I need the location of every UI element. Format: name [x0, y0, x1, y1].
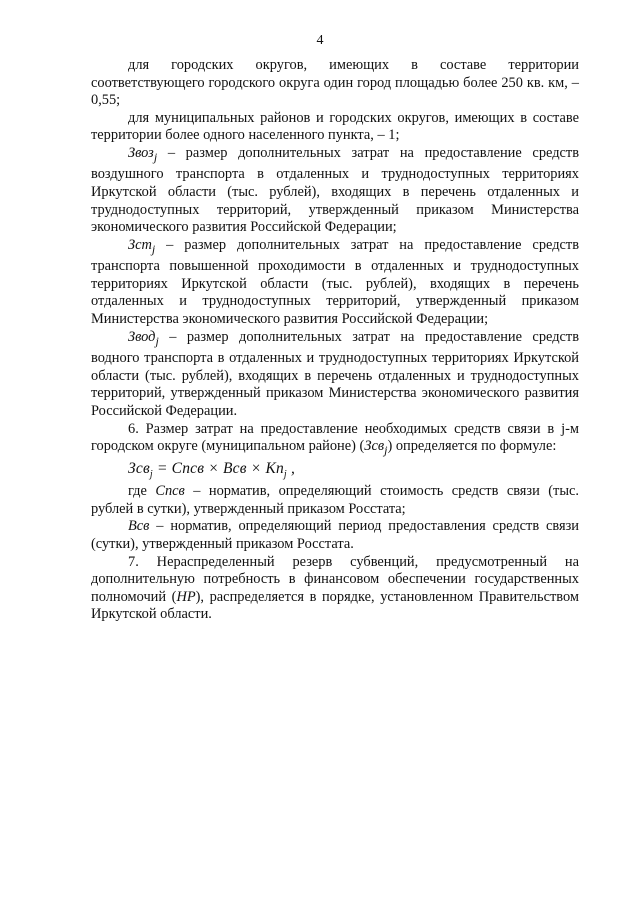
- paragraph-urban-coefficient: для городских округов, имеющих в составе территории соответствующего городского округа один город площадью более 250 кв. км, – 0,55;: [91, 57, 579, 109]
- formula-end: ,: [286, 459, 296, 477]
- formula: [91, 460, 579, 484]
- formula-rhs: = Спсв × Всв × Кп: [152, 459, 284, 477]
- paragraph-where-spsv: [91, 483, 579, 518]
- paragraph-text: – размер дополнительных затрат на предоставление средств водного транспорта в отдаленных и труднодоступных территориях Иркутской области (тыс. рублей), входящих в перечень отдаленных и труднодоступных территорий, утвержденный приказом Министерства экономического развития Российской Федерации.: [91, 328, 579, 419]
- formula-lhs: Зсв: [128, 459, 150, 477]
- page-number: 4: [316, 33, 324, 48]
- symbol-zst: Зст: [128, 236, 152, 253]
- subscript-j: j: [155, 333, 159, 348]
- document-body: [91, 57, 579, 624]
- paragraph-text: 6. Размер затрат на предоставление необходимых средств связи в j-м городском округе (муниципальном районе) (: [91, 420, 579, 455]
- paragraph-text: ), распределяется в порядке, установленном Правительством Иркутской области.: [91, 588, 579, 623]
- paragraph-text: – норматив, определяющий период предоставления средств связи (сутки), утвержденный приказом Росстата.: [91, 518, 579, 553]
- symbol-zsv: Зсв: [364, 438, 385, 455]
- paragraph-text: – размер дополнительных затрат на предоставление средств воздушного транспорта в отдаленных и труднодоступных территориях Иркутской области (тыс. рублей), входящих в перечень отдаленных и труднодоступных территорий, утвержденный приказом Министерства экономического развития Российской Федерации;: [91, 144, 579, 236]
- paragraph-text: 7. Нераспределенный резерв субвенций, предусмотренный на дополнительную потребность в финансовом обеспечении государственных полномочий (: [91, 553, 579, 605]
- subscript-j: j: [151, 241, 156, 256]
- paragraph-communication-costs: [91, 421, 579, 460]
- subscript-j: j: [384, 442, 388, 457]
- paragraph-air-transport: [91, 145, 579, 237]
- symbol-zvoz: Звоз: [128, 144, 154, 161]
- subscript-j: j: [153, 149, 158, 164]
- paragraph-text: – норматив, определяющий стоимость средств связи (тыс. рублей в сутки), утвержденный приказом Росстата;: [91, 483, 579, 517]
- paragraph-text: ) определяется по формуле:: [387, 438, 557, 455]
- formula-rhs-subscript: j: [283, 468, 287, 480]
- paragraph-offroad-transport: [91, 237, 579, 329]
- symbol-spsv: Спсв: [155, 483, 185, 500]
- formula-lhs-subscript: j: [149, 468, 153, 480]
- paragraph-municipal-coefficient: для муниципальных районов и городских округов, имеющих в составе территории более одного населенного пункта, – 1;: [91, 109, 579, 144]
- paragraph-text: где: [128, 483, 156, 500]
- symbol-zvod: Звод: [128, 328, 156, 345]
- symbol-nr: НР: [176, 588, 196, 605]
- symbol-vsv: Всв: [128, 518, 150, 535]
- paragraph-reserve: [91, 554, 579, 624]
- paragraph-text: – размер дополнительных затрат на предоставление средств транспорта повышенной проходимости в отдаленных и труднодоступных территориях Иркутской области (тыс. рублей), входящих в перечень отдаленных и труднодоступных территорий, утвержденный приказом Министерства экономического развития Российской Федерации;: [91, 236, 579, 328]
- paragraph-vsv: [91, 518, 579, 553]
- paragraph-water-transport: [91, 329, 579, 421]
